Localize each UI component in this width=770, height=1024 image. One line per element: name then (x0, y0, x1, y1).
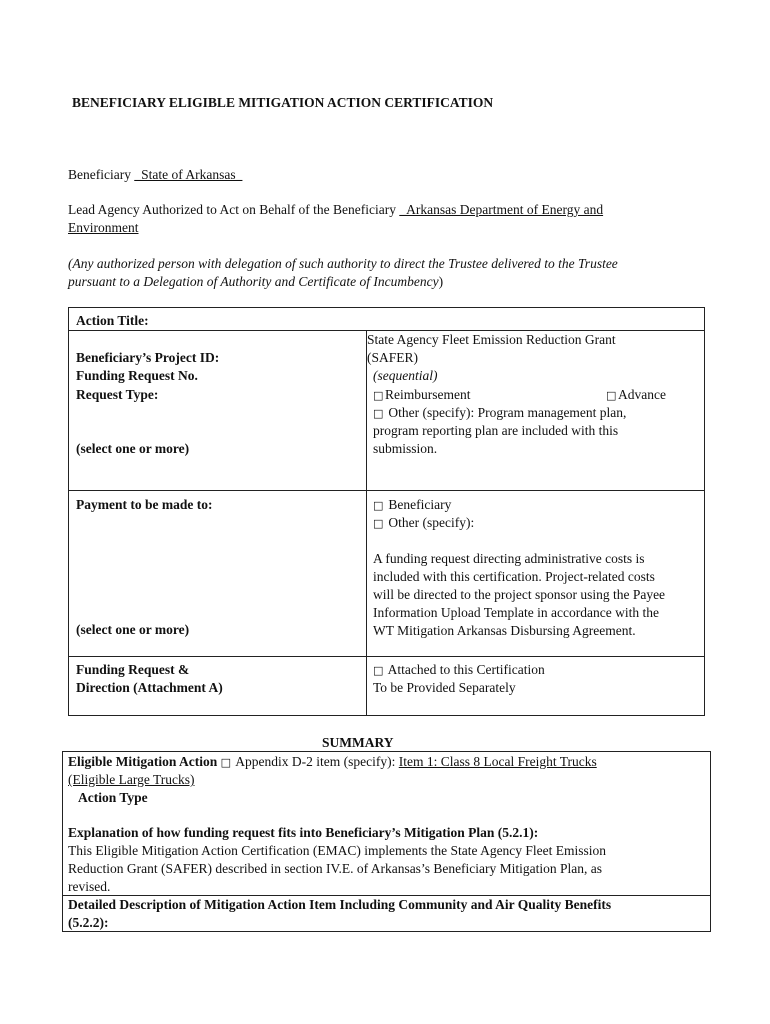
authorized-note-line1: (Any authorized person with delegation of such authority to direct the Trustee delivered to the Trustee (68, 256, 618, 271)
option-attached[interactable]: □ Attached to this Certification (373, 661, 545, 680)
funding-request-direction-label-cont: Direction (Attachment A) (76, 680, 223, 695)
option-reimbursement[interactable]: □ Reimbursement (373, 386, 470, 405)
beneficiary-line (68, 166, 242, 184)
explanation-text: Reduction Grant (SAFER) described in section IV.E. of Arkansas’s Beneficiary Mitigation Plan, as (68, 861, 603, 876)
request-type-label: Request Type: (76, 387, 159, 402)
beneficiary-value: _State of Arkansas_ (134, 167, 243, 182)
lead-agency-line (68, 201, 708, 219)
project-id-label: Beneficiary’s Project ID: (76, 350, 220, 365)
checkbox-icon[interactable]: □ (373, 499, 384, 512)
payment-note: Information Upload Template in accordance with the (373, 605, 659, 620)
funding-request-direction-label: Funding Request & (76, 662, 190, 677)
summary-heading: SUMMARY (322, 735, 394, 750)
document-title: BENEFICIARY ELIGIBLE MITIGATION ACTION CERTIFICATION (72, 95, 494, 110)
detailed-description-label-cont: (5.2.2): (68, 915, 109, 930)
lead-agency-label: Lead Agency Authorized to Act on Behalf of the Beneficiary (68, 202, 397, 217)
payment-select-note: (select one or more) (76, 622, 190, 637)
action-type-label: Action Type (78, 790, 148, 805)
option-other-request[interactable]: □ Other (specify): Program management plan, (373, 404, 626, 423)
checkbox-icon[interactable]: □ (220, 756, 232, 769)
option-provided-separately: To be Provided Separately (373, 680, 516, 695)
explanation-text: revised. (68, 879, 111, 894)
row-line (68, 490, 705, 491)
payment-note: will be directed to the project sponsor using the Payee (373, 587, 666, 602)
request-other-text-cont: program reporting plan are included with this (373, 423, 619, 438)
payment-note: WT Mitigation Arkansas Disbursing Agreement. (373, 623, 636, 638)
beneficiary-label: Beneficiary (68, 167, 131, 182)
request-type-select-note: (select one or more) (76, 441, 190, 456)
eligible-mitigation-label: Eligible Mitigation Action (68, 754, 218, 769)
appendix-text: Appendix D-2 item (specify): (232, 754, 396, 769)
table-divider (366, 330, 367, 716)
eligible-mitigation-line (68, 753, 708, 772)
action-title-label: Action Title: (76, 313, 149, 328)
action-title-value: State Agency Fleet Emission Reduction Grant (367, 332, 616, 347)
checkbox-icon[interactable]: □ (373, 517, 384, 530)
checkbox-icon[interactable]: □ (373, 664, 384, 677)
payment-note: included with this certification. Project-related costs (373, 569, 655, 584)
lead-agency-value-cont: Environment (68, 220, 139, 235)
option-other-payment[interactable]: □ Other (specify): (373, 514, 474, 533)
row-line (68, 656, 705, 657)
detailed-description-label: Detailed Description of Mitigation Action Item Including Community and Air Quality Benefits (68, 897, 612, 912)
action-title-value-cont: (SAFER) (367, 350, 419, 365)
payment-note: A funding request directing administrative costs is (373, 551, 645, 566)
payment-label: Payment to be made to: (76, 497, 213, 512)
funding-request-no-value: (sequential) (373, 368, 438, 383)
lead-agency-value: _Arkansas Department of Energy and (399, 202, 604, 217)
checkbox-icon[interactable]: □ (373, 407, 384, 420)
option-beneficiary[interactable]: □ Beneficiary (373, 496, 451, 515)
authorized-note-line2: pursuant to a Delegation of Authority and Certificate of Incumbency) (68, 274, 444, 289)
option-advance[interactable]: □ Advance (606, 386, 666, 405)
funding-request-no-label: Funding Request No. (76, 368, 198, 383)
checkbox-icon[interactable]: □ (373, 389, 384, 402)
request-other-text-cont: submission. (373, 441, 438, 456)
appendix-item-value-cont: (Eligible Large Trucks) (68, 772, 195, 787)
checkbox-icon[interactable]: □ (606, 389, 617, 402)
explanation-text: This Eligible Mitigation Action Certification (EMAC) implements the State Agency Fleet Emission (68, 843, 607, 858)
appendix-item-value: Item 1: Class 8 Local Freight Trucks (398, 754, 597, 769)
explanation-label: Explanation of how funding request fits into Beneficiary’s Mitigation Plan (5.2.1): (68, 825, 539, 840)
